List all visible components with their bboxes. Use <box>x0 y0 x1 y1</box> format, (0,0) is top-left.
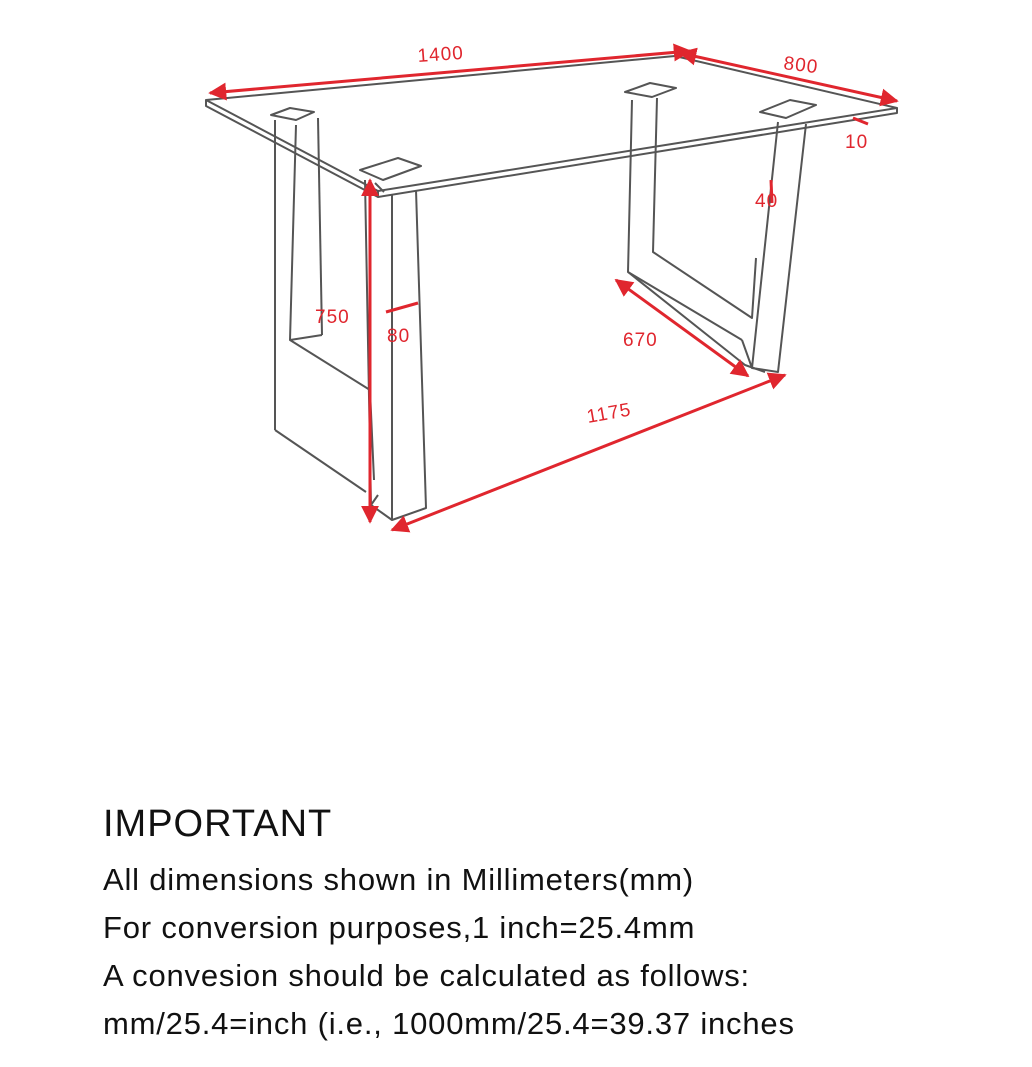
leg-back-left <box>271 108 374 492</box>
top-thickness-label: 10 <box>845 132 869 153</box>
leg-spacing-label: 1175 <box>585 399 634 428</box>
notes-line-formula: mm/25.4=inch (i.e., 1000mm/25.4=39.37 inches <box>103 1006 795 1041</box>
leg-span-label: 670 <box>623 330 658 351</box>
table-outline <box>206 56 897 520</box>
leg-width-tick <box>386 303 418 312</box>
leg-span-dimension-line <box>616 280 748 376</box>
length-label: 1400 <box>416 42 465 67</box>
width-label: 800 <box>782 53 820 79</box>
important-notes <box>103 800 795 1048</box>
notes-heading: IMPORTANT <box>103 803 333 845</box>
leg-back-right <box>625 83 765 372</box>
notes-line-conversion: For conversion purposes,1 inch=25.4mm <box>103 910 696 945</box>
height-label: 750 <box>315 307 350 328</box>
leg-width-label: 80 <box>387 326 411 347</box>
dimension-labels <box>315 43 868 428</box>
leg-depth-label: 40 <box>755 191 779 212</box>
dimension-lines <box>210 51 897 530</box>
leg-front-right <box>742 100 816 372</box>
notes-line-calculation: A convesion should be calculated as follows: <box>103 958 750 993</box>
leg-spacing-dimension-line <box>392 375 785 530</box>
notes-line-units: All dimensions shown in Millimeters(mm) <box>103 862 695 897</box>
